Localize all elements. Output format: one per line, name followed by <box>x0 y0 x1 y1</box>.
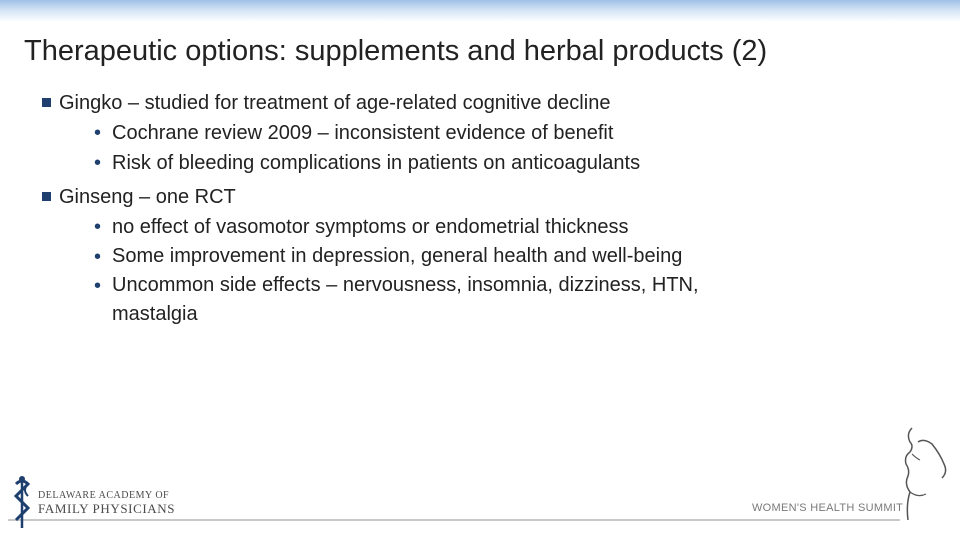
sub-bullet <box>94 148 742 178</box>
org-name-line2: FAMILY PHYSICIANS <box>38 501 176 516</box>
sub-bullet-text: Risk of bleeding complications in patients on anticoagulants <box>112 152 641 174</box>
bullet-ginseng <box>42 182 742 212</box>
sub-bullet-text: Cochrane review 2009 – inconsistent evidence of benefit <box>112 122 614 144</box>
dot-bullet-icon: • <box>94 216 102 238</box>
slide-content <box>42 88 742 329</box>
dot-bullet-icon: • <box>94 152 102 174</box>
bullet-gingko <box>42 88 742 118</box>
header-band <box>0 0 960 22</box>
sub-bullet-text: Uncommon side effects – nervousness, insomnia, dizziness, HTN, mastalgia <box>112 274 699 325</box>
square-bullet-icon <box>42 98 51 107</box>
sub-bullet <box>94 118 742 148</box>
dot-bullet-icon: • <box>94 275 102 297</box>
square-bullet-icon <box>42 192 51 201</box>
bullet-text: Gingko – studied for treatment of age-related cognitive decline <box>59 92 611 114</box>
dot-bullet-icon: • <box>94 246 102 268</box>
female-silhouette-icon <box>896 420 960 530</box>
org-name-line1: DELAWARE ACADEMY OF <box>38 490 170 501</box>
sub-bullet <box>94 271 742 329</box>
slide-title: Therapeutic options: supplements and herbal products (2) <box>24 35 768 67</box>
event-name: WOMEN'S HEALTH SUMMIT <box>752 502 904 514</box>
bullet-text: Ginseng – one RCT <box>59 186 236 208</box>
sub-bullet-text: Some improvement in depression, general health and well-being <box>112 245 683 267</box>
org-name <box>38 490 175 516</box>
sub-bullet-text: no effect of vasomotor symptoms or endometrial thickness <box>112 216 629 238</box>
sub-bullet <box>94 212 742 242</box>
sub-bullet <box>94 242 742 271</box>
dot-bullet-icon: • <box>94 122 102 144</box>
